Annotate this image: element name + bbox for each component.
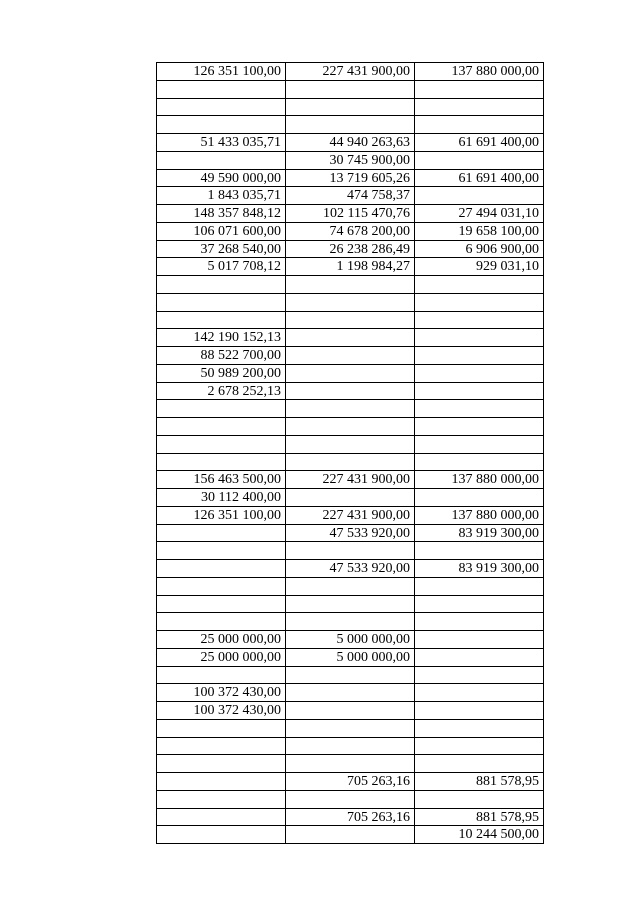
table-cell-col2 xyxy=(286,826,415,844)
table-cell-col3: 881 578,95 xyxy=(415,773,544,791)
table-cell-col1: 30 112 400,00 xyxy=(157,489,286,507)
table-row xyxy=(157,223,544,241)
table-cell-col3 xyxy=(415,276,544,294)
table-row xyxy=(157,826,544,844)
table-row xyxy=(157,258,544,276)
table-cell-col1 xyxy=(157,826,286,844)
table-row xyxy=(157,649,544,667)
table-cell-col1: 106 071 600,00 xyxy=(157,223,286,241)
table-cell-col2: 13 719 605,26 xyxy=(286,170,415,188)
table-cell-col3 xyxy=(415,684,544,702)
table-cell-col2 xyxy=(286,329,415,347)
table-cell-col1: 51 433 035,71 xyxy=(157,134,286,152)
table-cell-col2 xyxy=(286,383,415,401)
table-cell-col2 xyxy=(286,436,415,454)
table-row xyxy=(157,365,544,383)
table-cell-col2 xyxy=(286,738,415,756)
table-row xyxy=(157,383,544,401)
table-cell-col1: 126 351 100,00 xyxy=(157,507,286,525)
table-row xyxy=(157,613,544,631)
table-row xyxy=(157,312,544,330)
table-cell-col3 xyxy=(415,489,544,507)
table-cell-col3 xyxy=(415,365,544,383)
table-cell-col2 xyxy=(286,596,415,614)
table-cell-col2: 227 431 900,00 xyxy=(286,507,415,525)
table-row xyxy=(157,791,544,809)
table-cell-col3 xyxy=(415,791,544,809)
table-cell-col3: 6 906 900,00 xyxy=(415,241,544,259)
table-row xyxy=(157,116,544,134)
table-cell-col3: 83 919 300,00 xyxy=(415,525,544,543)
table-cell-col3: 19 658 100,00 xyxy=(415,223,544,241)
table-row xyxy=(157,542,544,560)
table-cell-col1: 100 372 430,00 xyxy=(157,702,286,720)
table-cell-col3 xyxy=(415,187,544,205)
table-cell-col3: 61 691 400,00 xyxy=(415,170,544,188)
table-cell-col3 xyxy=(415,152,544,170)
table-cell-col2 xyxy=(286,702,415,720)
table-row xyxy=(157,720,544,738)
table-cell-col1 xyxy=(157,294,286,312)
table-cell-col3 xyxy=(415,613,544,631)
table-row xyxy=(157,99,544,117)
table-cell-col2: 26 238 286,49 xyxy=(286,241,415,259)
table-cell-col2 xyxy=(286,684,415,702)
table-cell-col1 xyxy=(157,720,286,738)
table-cell-col2 xyxy=(286,578,415,596)
data-table xyxy=(156,62,544,844)
table-cell-col2: 5 000 000,00 xyxy=(286,631,415,649)
table-cell-col1: 100 372 430,00 xyxy=(157,684,286,702)
table-cell-col1 xyxy=(157,116,286,134)
table-cell-col1 xyxy=(157,525,286,543)
table-cell-col2 xyxy=(286,400,415,418)
table-cell-col1 xyxy=(157,773,286,791)
table-cell-col1: 50 989 200,00 xyxy=(157,365,286,383)
table-cell-col2: 44 940 263,63 xyxy=(286,134,415,152)
table-row xyxy=(157,81,544,99)
table-cell-col2: 47 533 920,00 xyxy=(286,560,415,578)
table-row xyxy=(157,187,544,205)
table-cell-col2 xyxy=(286,81,415,99)
table-row xyxy=(157,329,544,347)
table-row xyxy=(157,205,544,223)
table-row xyxy=(157,471,544,489)
table-cell-col1 xyxy=(157,738,286,756)
table-cell-col2 xyxy=(286,791,415,809)
table-cell-col1 xyxy=(157,667,286,685)
table-cell-col2 xyxy=(286,613,415,631)
table-cell-col2 xyxy=(286,454,415,472)
table-row xyxy=(157,134,544,152)
table-row xyxy=(157,596,544,614)
table-cell-col2: 474 758,37 xyxy=(286,187,415,205)
table-cell-col2: 227 431 900,00 xyxy=(286,63,415,81)
table-cell-col2: 705 263,16 xyxy=(286,809,415,827)
table-row xyxy=(157,773,544,791)
table-cell-col1 xyxy=(157,613,286,631)
table-cell-col2 xyxy=(286,347,415,365)
table-cell-col3: 27 494 031,10 xyxy=(415,205,544,223)
table-cell-col1: 49 590 000,00 xyxy=(157,170,286,188)
table-cell-col1 xyxy=(157,560,286,578)
table-row xyxy=(157,454,544,472)
table-row xyxy=(157,738,544,756)
table-cell-col3 xyxy=(415,436,544,454)
table-cell-col3 xyxy=(415,383,544,401)
table-cell-col3 xyxy=(415,418,544,436)
table-cell-col3 xyxy=(415,400,544,418)
table-row xyxy=(157,436,544,454)
table-cell-col1: 156 463 500,00 xyxy=(157,471,286,489)
table-cell-col1: 126 351 100,00 xyxy=(157,63,286,81)
table-cell-col1 xyxy=(157,312,286,330)
table-cell-col2 xyxy=(286,294,415,312)
table-cell-col3 xyxy=(415,649,544,667)
table-cell-col2: 227 431 900,00 xyxy=(286,471,415,489)
table-cell-col3 xyxy=(415,81,544,99)
table-cell-col1: 25 000 000,00 xyxy=(157,631,286,649)
table-cell-col3 xyxy=(415,542,544,560)
table-row xyxy=(157,525,544,543)
table-cell-col3 xyxy=(415,329,544,347)
table-row xyxy=(157,809,544,827)
table-cell-col1 xyxy=(157,596,286,614)
table-cell-col2: 74 678 200,00 xyxy=(286,223,415,241)
table-row xyxy=(157,684,544,702)
table-cell-col2: 102 115 470,76 xyxy=(286,205,415,223)
table-cell-col1: 148 357 848,12 xyxy=(157,205,286,223)
table-cell-col1 xyxy=(157,809,286,827)
table-cell-col2 xyxy=(286,116,415,134)
table-cell-col2 xyxy=(286,667,415,685)
table-cell-col1 xyxy=(157,542,286,560)
table-cell-col1 xyxy=(157,99,286,117)
table-cell-col3: 881 578,95 xyxy=(415,809,544,827)
table-cell-col1 xyxy=(157,755,286,773)
table-cell-col3 xyxy=(415,454,544,472)
table-cell-col3 xyxy=(415,702,544,720)
table-cell-col3: 10 244 500,00 xyxy=(415,826,544,844)
table-cell-col3 xyxy=(415,631,544,649)
table-cell-col3 xyxy=(415,116,544,134)
table-cell-col3: 929 031,10 xyxy=(415,258,544,276)
table-cell-col1 xyxy=(157,578,286,596)
table-cell-col2: 30 745 900,00 xyxy=(286,152,415,170)
table-row xyxy=(157,507,544,525)
table-cell-col2: 47 533 920,00 xyxy=(286,525,415,543)
table-cell-col3 xyxy=(415,720,544,738)
table-cell-col1 xyxy=(157,436,286,454)
table-cell-col1: 2 678 252,13 xyxy=(157,383,286,401)
table-cell-col1 xyxy=(157,152,286,170)
table-cell-col3 xyxy=(415,755,544,773)
table-cell-col3 xyxy=(415,347,544,365)
table-cell-col3 xyxy=(415,312,544,330)
table-row xyxy=(157,578,544,596)
table-cell-col1 xyxy=(157,454,286,472)
table-cell-col2: 5 000 000,00 xyxy=(286,649,415,667)
table-row xyxy=(157,755,544,773)
table-row xyxy=(157,631,544,649)
table-cell-col1 xyxy=(157,81,286,99)
table-cell-col2: 705 263,16 xyxy=(286,773,415,791)
table-cell-col2 xyxy=(286,276,415,294)
table-cell-col2 xyxy=(286,489,415,507)
table-cell-col1: 5 017 708,12 xyxy=(157,258,286,276)
table-cell-col3 xyxy=(415,99,544,117)
table-cell-col3 xyxy=(415,667,544,685)
table-row xyxy=(157,152,544,170)
table-row xyxy=(157,170,544,188)
table-cell-col3: 137 880 000,00 xyxy=(415,471,544,489)
table-row xyxy=(157,667,544,685)
table-cell-col3 xyxy=(415,738,544,756)
table-cell-col2 xyxy=(286,755,415,773)
table-row xyxy=(157,400,544,418)
table-cell-col1: 142 190 152,13 xyxy=(157,329,286,347)
table-cell-col1 xyxy=(157,791,286,809)
table-cell-col2 xyxy=(286,312,415,330)
table-row xyxy=(157,418,544,436)
table-cell-col3: 61 691 400,00 xyxy=(415,134,544,152)
table-cell-col1: 88 522 700,00 xyxy=(157,347,286,365)
table-cell-col3: 137 880 000,00 xyxy=(415,63,544,81)
table-cell-col1 xyxy=(157,418,286,436)
table-row xyxy=(157,702,544,720)
table-cell-col3 xyxy=(415,596,544,614)
table-cell-col1: 25 000 000,00 xyxy=(157,649,286,667)
table-cell-col3 xyxy=(415,294,544,312)
table-cell-col3 xyxy=(415,578,544,596)
table-cell-col3: 137 880 000,00 xyxy=(415,507,544,525)
table-row xyxy=(157,294,544,312)
table-cell-col1: 37 268 540,00 xyxy=(157,241,286,259)
table-cell-col2 xyxy=(286,365,415,383)
table-cell-col2 xyxy=(286,99,415,117)
table-cell-col3: 83 919 300,00 xyxy=(415,560,544,578)
table-cell-col2 xyxy=(286,418,415,436)
table-cell-col1: 1 843 035,71 xyxy=(157,187,286,205)
table-row xyxy=(157,63,544,81)
table-cell-col1 xyxy=(157,400,286,418)
table-row xyxy=(157,560,544,578)
table-cell-col2 xyxy=(286,720,415,738)
table-cell-col2 xyxy=(286,542,415,560)
table-row xyxy=(157,241,544,259)
table-row xyxy=(157,489,544,507)
table-cell-col1 xyxy=(157,276,286,294)
table-row xyxy=(157,276,544,294)
table-row xyxy=(157,347,544,365)
table-cell-col2: 1 198 984,27 xyxy=(286,258,415,276)
